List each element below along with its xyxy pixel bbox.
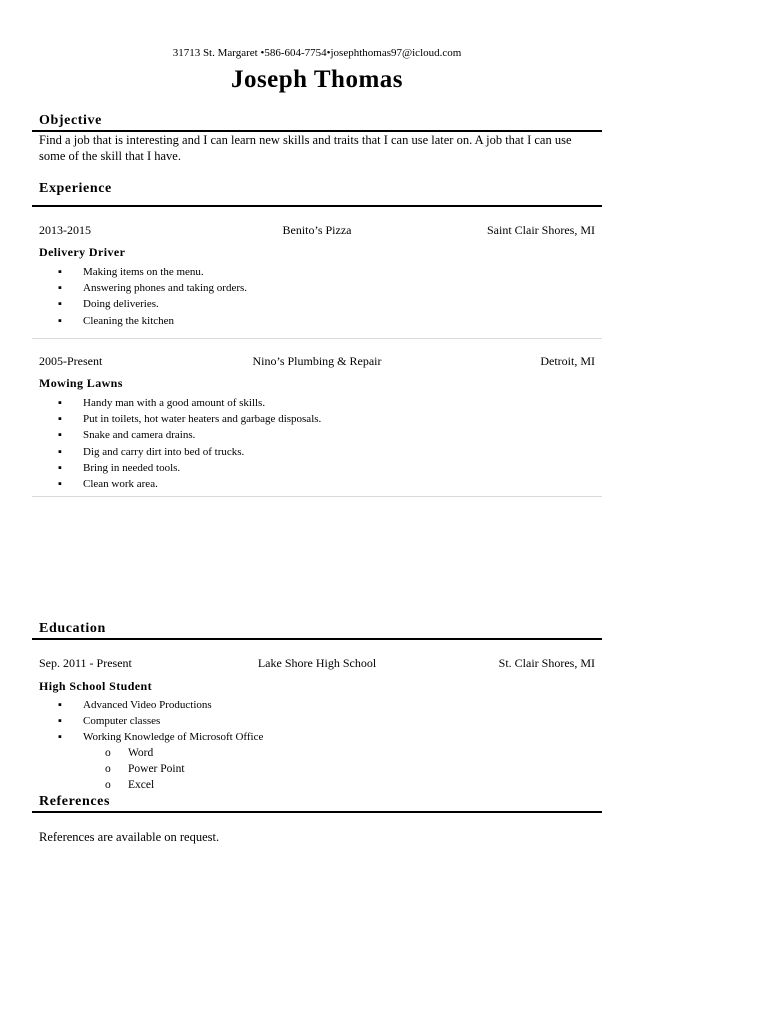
list-item: ▪ Bring in needed tools. <box>58 460 321 476</box>
list-item: ▪ Handy man with a good amount of skills. <box>58 395 321 411</box>
job-duties-list <box>58 395 321 492</box>
office-skills-list <box>105 745 185 793</box>
job-company: Benito’s Pizza <box>282 223 352 237</box>
education-dates: Sep. 2011 - Present <box>39 656 132 670</box>
list-item: o Word <box>105 745 185 761</box>
objective-text: Find a job that is interesting and I can learn new skills and traits that I can use later on. A job that I can use some of the skill that I have. <box>39 133 572 163</box>
list-item: ▪ Snake and camera drains. <box>58 427 321 443</box>
objective-heading: Objective <box>39 113 102 128</box>
job-company: Nino’s Plumbing & Repair <box>252 354 382 368</box>
list-item: ▪ Dig and carry dirt into bed of trucks. <box>58 444 321 460</box>
contact-line: 31713 St. Margaret •586-604-7754•josephthomas97@icloud.com <box>172 47 462 59</box>
job-location: Detroit, MI <box>540 354 595 368</box>
job-divider <box>32 496 602 497</box>
job-role: Mowing Lawns <box>39 376 123 390</box>
resume-name: Joseph Thomas <box>230 66 404 93</box>
references-text: References are available on request. <box>39 830 220 844</box>
education-list <box>58 697 263 746</box>
education-heading: Education <box>39 621 106 636</box>
list-item: o Power Point <box>105 761 185 777</box>
list-item: ▪ Advanced Video Productions <box>58 697 263 713</box>
list-item: ▪ Answering phones and taking orders. <box>58 280 247 296</box>
list-item: ▪ Cleaning the kitchen <box>58 313 247 329</box>
job-location: Saint Clair Shores, MI <box>487 223 595 237</box>
list-item: ▪ Working Knowledge of Microsoft Office <box>58 729 263 745</box>
education-school: Lake Shore High School <box>257 656 377 670</box>
references-heading: References <box>39 794 111 809</box>
references-rule <box>32 811 602 813</box>
experience-rule <box>32 205 602 207</box>
list-item: ▪ Clean work area. <box>58 476 321 492</box>
job-dates: 2013-2015 <box>39 223 91 237</box>
job-divider <box>32 338 602 339</box>
list-item: ▪ Computer classes <box>58 713 263 729</box>
job-duties-list <box>58 264 247 329</box>
experience-heading: Experience <box>39 181 112 196</box>
job-dates: 2005-Present <box>39 354 103 368</box>
list-item: o Excel <box>105 777 185 793</box>
education-location: St. Clair Shores, MI <box>498 656 595 670</box>
list-item: ▪ Doing deliveries. <box>58 296 247 312</box>
job-role: Delivery Driver <box>39 245 126 259</box>
list-item: ▪ Put in toilets, hot water heaters and garbage disposals. <box>58 411 321 427</box>
education-role: High School Student <box>39 679 152 693</box>
list-item: ▪ Making items on the menu. <box>58 264 247 280</box>
education-rule <box>32 638 602 640</box>
